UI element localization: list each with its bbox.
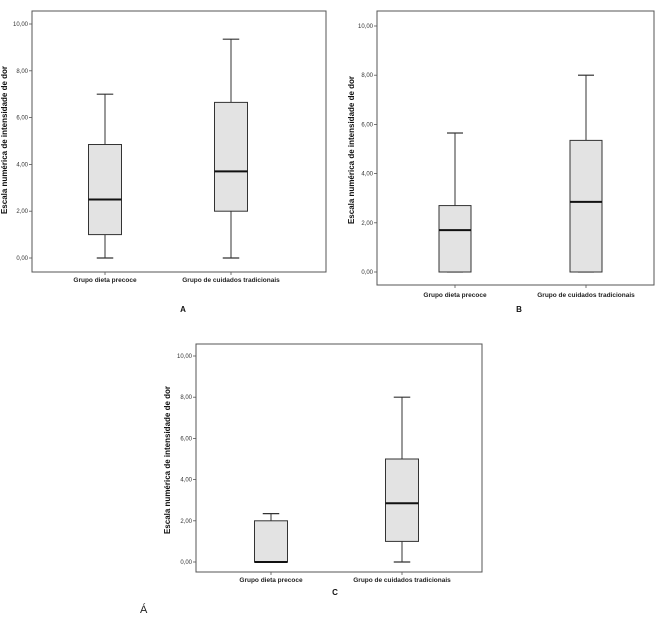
y-tick-label: 10,00: [176, 354, 192, 360]
y-tick-label: 8,00: [180, 395, 192, 402]
y-axis-label: Escala numérica de intensidade de dor: [347, 75, 356, 225]
y-tick-label: 0,00: [16, 256, 28, 262]
x-category-label: Grupo dieta precoce: [423, 292, 487, 299]
box-iqr: [255, 521, 288, 562]
y-tick-label: 10,00: [357, 24, 373, 30]
x-category-label: Grupo de cuidados tradicionais: [537, 292, 635, 299]
y-tick-label: 2,00: [16, 209, 28, 216]
chart-panel-b: [347, 11, 654, 314]
y-tick-label: 8,00: [361, 73, 373, 80]
y-tick-label: 4,00: [180, 477, 192, 484]
box-iqr: [215, 102, 248, 211]
y-tick-label: 4,00: [361, 171, 373, 178]
y-tick-label: 2,00: [361, 220, 373, 227]
panel-label: A: [180, 305, 186, 314]
y-tick-label: 2,00: [180, 518, 192, 525]
y-tick-label: 4,00: [16, 162, 28, 169]
box-iqr: [570, 140, 602, 272]
box-iqr: [89, 145, 122, 235]
x-category-label: Grupo de cuidados tradicionais: [182, 277, 280, 284]
chart-panel-c: [163, 344, 482, 597]
plot-frame: [32, 11, 326, 272]
x-category-label: Grupo dieta precoce: [73, 277, 137, 284]
y-tick-label: 8,00: [16, 68, 28, 75]
y-axis-label: Escala numérica de intensidade de dor: [163, 385, 172, 535]
y-tick-label: 0,00: [361, 270, 373, 276]
y-axis-label: Escala numérica de intensidade de dor: [0, 65, 9, 215]
y-tick-label: 6,00: [180, 436, 192, 443]
y-tick-label: 6,00: [16, 115, 28, 122]
x-category-label: Grupo de cuidados tradicionais: [353, 577, 451, 584]
plot-frame: [196, 344, 482, 572]
panel-label: C: [332, 588, 338, 597]
y-tick-label: 0,00: [180, 560, 192, 566]
plot-frame: [377, 11, 654, 285]
box-iqr: [386, 459, 419, 541]
y-tick-label: 6,00: [361, 122, 373, 129]
panel-label: B: [516, 305, 522, 314]
chart-panel-a: [0, 11, 326, 314]
figure-caption: Á: [140, 604, 356, 616]
box-iqr: [439, 206, 471, 272]
y-tick-label: 10,00: [12, 22, 28, 28]
x-category-label: Grupo dieta precoce: [239, 577, 303, 584]
